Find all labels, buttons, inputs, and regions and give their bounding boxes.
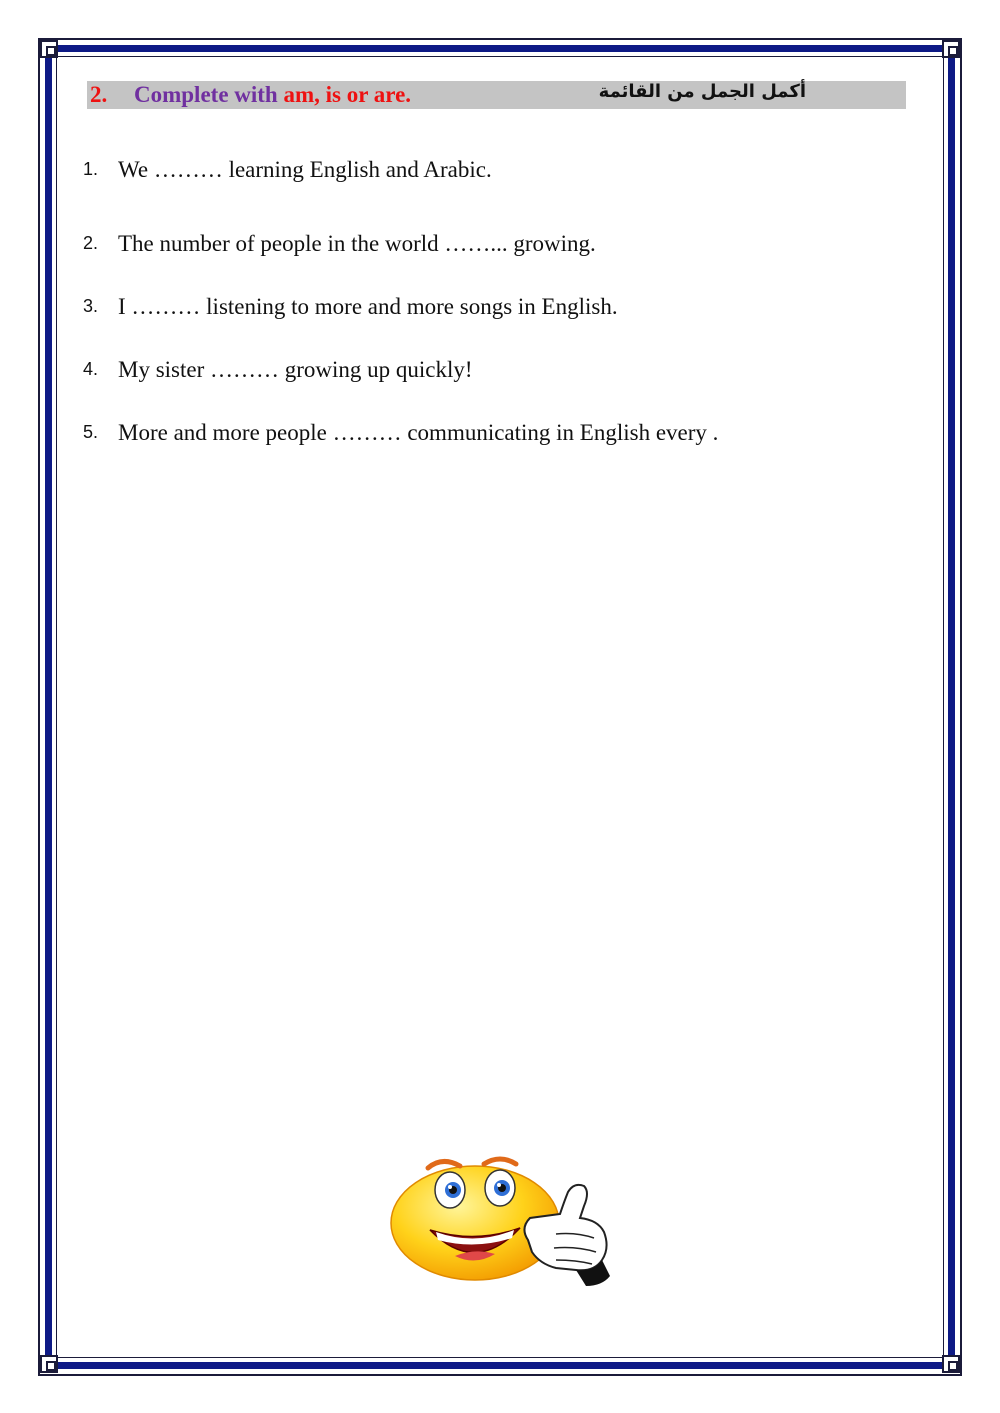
border-corner-ornament <box>40 40 58 58</box>
question-text: More and more people ……… communicating in English every . <box>118 420 719 445</box>
question-number: 3. <box>83 296 99 316</box>
instruction-lead: Complete with <box>134 82 278 107</box>
question-text: My sister ……… growing up quickly! <box>118 357 473 382</box>
thumbs-up-smiley-icon <box>380 1148 620 1288</box>
question-text: I ……… listening to more and more songs in English. <box>118 294 618 319</box>
question-text: The number of people in the world ……... growing. <box>118 231 596 256</box>
exercise-header <box>87 81 906 109</box>
exercise-number: 2. <box>90 82 108 107</box>
border-corner-ornament <box>942 40 960 58</box>
instruction-arabic: أكمل الجمل من القائمة <box>598 81 806 102</box>
border-corner-ornament <box>942 1355 960 1373</box>
question-number: 1. <box>83 159 99 179</box>
question-number: 2. <box>83 233 99 253</box>
border-corner-ornament <box>40 1355 58 1373</box>
instruction-words: am, is or are. <box>283 82 412 107</box>
exercise-instruction <box>134 82 411 108</box>
question-number: 4. <box>83 359 99 379</box>
question-text: We ……… learning English and Arabic. <box>118 157 492 182</box>
question-number: 5. <box>83 422 99 442</box>
